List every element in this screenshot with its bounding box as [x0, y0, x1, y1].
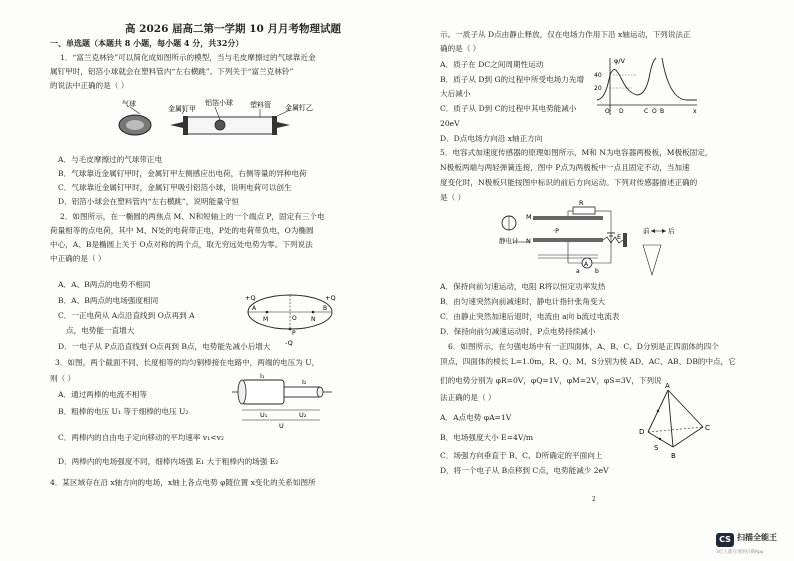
point-o2: O	[652, 108, 657, 115]
plate-n	[533, 238, 603, 242]
charge-n-label: +Q	[325, 294, 336, 302]
q1-option-d: D．铝箔小球会在塑料管内“左右横跳”，说明能量守恒	[58, 197, 239, 206]
tetrahedron-figure	[638, 382, 718, 462]
front-label: 前	[643, 227, 650, 235]
q4-option-c-cont: 20eV	[440, 119, 460, 128]
balloon-highlight	[126, 120, 144, 130]
point-o: O	[292, 315, 297, 322]
q6-option-a: A．A点电势 φA=1V	[440, 413, 512, 422]
node-b: b	[595, 268, 599, 275]
q1-line: 1．“富兰克林铃”可以简化成如图所示的模型，当与毛皮摩擦过的气球靠近金	[60, 53, 316, 62]
q5-option-d: D．保持向前匀减速运动时，P点电势持续减小	[440, 327, 596, 336]
back-label: 后	[668, 227, 675, 235]
q4-option-a: A．质子在 DC之间周期性运动	[440, 60, 544, 69]
q3-option-c: C．两棒内的自由电子定向移动的平均速率 v₁<v₂	[58, 433, 224, 442]
vertex-b: B	[671, 452, 676, 460]
q5-option-b: B．由匀速突然向前减速时，静电计指针张角变大	[440, 297, 606, 306]
q5-option-c: C．由静止突然加速后退时，电流由 a向 b流过电流表	[440, 312, 620, 321]
point-b: B	[660, 108, 665, 115]
ammeter-label: A	[584, 261, 589, 268]
balloon-label: 气球	[122, 100, 136, 108]
charge-m-label: +Q	[245, 294, 256, 302]
camscanner-tagline: 3亿人都在用的扫描App	[716, 550, 764, 555]
q2-line: 中心，A、B是椭圆上关于 O点对称的两个点，取无穷远处电势为零。下列说法	[50, 240, 313, 249]
q2-line: 荷量相等的点电荷，其中 M、N处的电荷带正电，P处的电荷带负电，O为椭圆	[50, 226, 314, 235]
q1-line: 属钉甲时，铝箔小球就会在塑料管内“左右横跳”。下列关于“富兰克林铃”	[50, 67, 294, 76]
q6-line: 们的电势分别为 φR=0V，φQ=1V，φM=2V，φS=3V，下列说	[440, 376, 662, 385]
ball-label: 铝箔小球	[205, 99, 233, 107]
resistor-label: R	[579, 199, 584, 207]
plate-m	[533, 216, 603, 220]
x-axis-label: x	[693, 108, 697, 115]
edge-ac	[668, 390, 703, 427]
q1-option-a: A．与毛皮摩擦过的气球带正电	[58, 155, 163, 164]
q4-line: 4．某区域存在沿 x轴方向的电场，x轴上各点电势 φ随位置 x变化的关系如图所	[50, 478, 316, 487]
point-n: N	[311, 316, 316, 323]
plate-m-label: M	[526, 213, 532, 221]
camscanner-name: 扫描全能王	[737, 533, 777, 542]
q5-line: 是（ ）	[440, 193, 466, 202]
q2-option-a: A．A、B两点的电势不相同	[58, 280, 151, 289]
q4-option-d: D．D点电场方向沿 x轴正方向	[440, 134, 543, 143]
voltage-u1: U₁	[260, 411, 268, 419]
point-d: D	[619, 108, 624, 115]
edge-ab	[668, 390, 673, 447]
q6-option-d: D．将一个电子从 B点移到 C点，电势能减少 2eV	[440, 466, 609, 475]
point-c: C	[644, 108, 649, 115]
nail-b-head	[272, 116, 277, 135]
ellipse-charges-figure	[235, 287, 345, 347]
q2-option-b: B．A、B两点的电场强度相同	[58, 296, 159, 305]
origin-label: O	[605, 108, 610, 115]
edge-dc	[648, 427, 703, 432]
q2-option-d: D．一电子从 P点沿直线到 O点再到 B点，电势能先减小后增大	[58, 342, 271, 351]
q2-line: 2．如图所示，在一椭圆的两焦点 M、N和短轴上的一个端点 P，固定有三个电	[60, 212, 325, 221]
q1-option-c: C．气球靠近金属钉甲时，金属钉甲吸引铝箔小球，说明电荷可以创生	[58, 183, 292, 192]
point-p-label: ·P	[553, 227, 559, 235]
point-a: A	[252, 305, 257, 312]
plastic-tube	[185, 117, 275, 134]
q4-line: 示。一质子从 D点由静止释放，仅在电场力作用下沿 x轴运动，下列说法正	[440, 30, 691, 39]
phi-curve-right	[662, 58, 697, 100]
q3-option-d: D．两棒内的电场强度不同，细棒内场强 E₁ 大于粗棒内的场强 E₂	[58, 457, 279, 466]
q3-option-a: A．通过两棒的电流不相等	[58, 390, 148, 399]
copper-rods-figure	[232, 372, 342, 430]
voltage-u: U	[279, 422, 284, 430]
midpoint-s: S	[654, 444, 659, 452]
q6-option-b: B．电场强度大小 E=4V/m	[440, 433, 534, 442]
q2-option-c-cont: 点，电势能一直增大	[66, 326, 135, 335]
q4-option-b-cont: 大后减小	[440, 89, 471, 98]
q3-line: 则（ ）	[50, 374, 76, 383]
q6-line: 法正确的是（ ）	[440, 393, 496, 402]
q5-option-a: A．保持向前匀速运动，电阻 R将以恒定功率发热	[440, 282, 606, 291]
edge-bc	[673, 427, 703, 447]
current-i2: I₂	[302, 378, 307, 386]
nail-b-tip	[277, 122, 290, 128]
battery-label: E	[617, 233, 622, 241]
thin-rod	[284, 387, 320, 397]
accelerometer-figure	[493, 199, 688, 281]
charge-p-label: -Q	[285, 339, 293, 347]
q6-line: 顶点，四面体的棱长 L=1.0m，R、Q、M、S分别为棱 AD、AC、AB、DB的中点，它	[440, 357, 736, 366]
exam-title: 高 2026 届高二第一学期 10 月月考物理试题	[125, 23, 341, 35]
vertex-c: C	[705, 424, 710, 432]
tick-20: 20	[594, 85, 602, 92]
q3-line: 3．如图，两个截面不同、长度相等的均匀铜棒接在电路中，两端的电压为 U，	[55, 358, 320, 367]
q5-line: 度变化时，N极板只能按图中标识的前后方向运动。下列对传感器描述正确的	[440, 178, 698, 187]
thick-rod	[242, 380, 284, 404]
q1-line: 的说法中正确的是（ ）	[50, 81, 129, 90]
voltage-u2: U₂	[299, 411, 307, 419]
plate-n-label: N	[526, 237, 531, 245]
q4-option-b: B．质子从 D到 G的过程中所受电场力先增	[440, 75, 585, 84]
q2-option-c: C．一正电荷从 A点沿直线到 O点再到 A	[58, 311, 195, 320]
q1-option-b: B．气球靠近金属钉甲时，金属钉甲左侧感应出电荷，右侧等量的异种电荷	[58, 169, 307, 178]
nail-a-head	[183, 116, 188, 135]
nail-a-label: 金属钉甲	[168, 105, 196, 113]
q2-line: 中正确的是（ ）	[50, 254, 106, 263]
camscanner-logo: CS	[716, 533, 734, 547]
foil-ball	[215, 120, 225, 130]
phi-axis-label: φ/V	[614, 57, 625, 65]
vertex-d: D	[639, 428, 645, 436]
page-number: 2	[592, 496, 596, 503]
vertex-a: A	[665, 382, 670, 390]
q6-line: 6．如图所示，在匀强电场中有一正四面体，A、B、C、D分别是正四面体的四个	[448, 342, 719, 351]
current-i1: I₁	[260, 372, 265, 380]
q5-line: N极板两端与两轻弹簧连接，图中 P点为两极板中一点且固定不动，当加速	[440, 163, 690, 172]
q4-line: 确的是（ ）	[440, 44, 481, 53]
nail-b-label: 金属钉乙	[285, 104, 313, 112]
q6-option-c: C．场强方向垂直于 B、C、D所确定的平面向上	[440, 451, 603, 460]
point-m: M	[263, 316, 269, 323]
point-p: P	[292, 330, 296, 337]
phi-curve-left	[597, 58, 656, 100]
section-heading: 一、单选题（本题共 8 小题，每小题 4 分，共32分）	[50, 38, 244, 48]
potential-graph-figure	[592, 55, 702, 120]
tube-label: 塑料管	[250, 101, 271, 109]
q3-option-b: B．粗棒的电压 U₁ 等于细棒的电压 U₂	[58, 407, 189, 416]
q5-line: 5．电容式加速度传感器的原理如图所示，M和 N为电容器两极板，M极板固定，	[440, 148, 713, 157]
nail-a-tip	[170, 122, 183, 128]
franklin-bell-figure	[110, 97, 340, 155]
resistor-r	[573, 207, 595, 214]
node-a: a	[576, 268, 580, 275]
q4-option-c: C．质子从 D到 C的过程中其电势能减小	[440, 104, 577, 113]
electrometer-label: 静电计	[499, 237, 519, 245]
tick-40: 40	[594, 72, 602, 79]
point-b: B	[323, 305, 328, 312]
